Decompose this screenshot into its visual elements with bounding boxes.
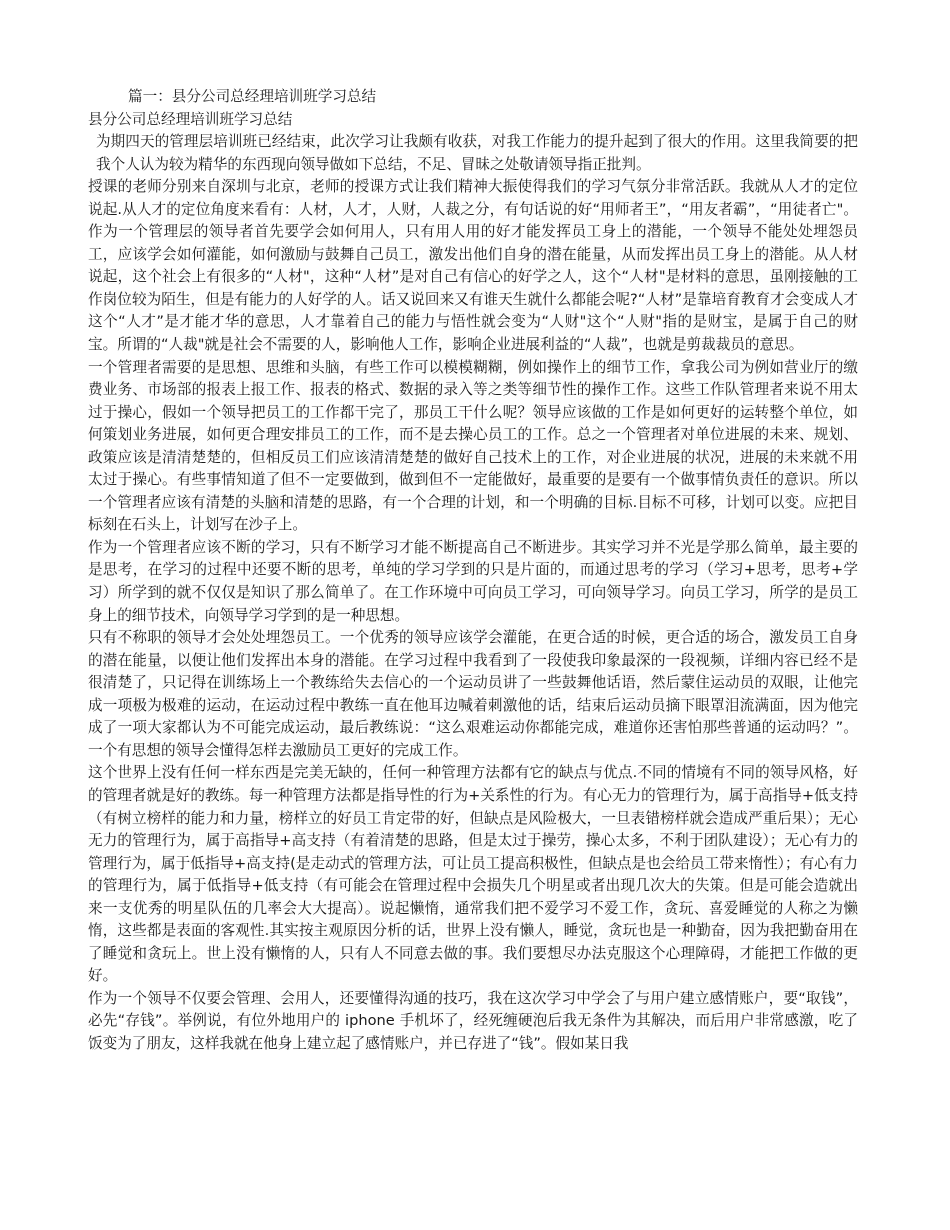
paragraph-learning: 作为一个管理者应该不断的学习，只有不断学习才能不断提高自己不断进步。其实学习并不光是学那么简单，最主要的是思考，在学习的过程中还要不断的思考，单纯的学习学到的只是片面的，而通过思考的学习（学习+思考，思考+学习）所学到的就不仅仅是知识了那么简单了。在工作环境中可向员工学习，可向领导学习。向员工学习，所学的是员工身上的细节技术，向领导学习学到的是一种思想。 — [88, 538, 858, 624]
paragraph-management-styles: 这个世界上没有任何一样东西是完美无缺的，任何一种管理方法都有它的缺点与优点.不同的情境有不同的领导风格，好的管理者就是好的教练。每一种管理方法都是指导性的行为+关系性的行为。有心无力的管理行为，属于高指导+低支持（有树立榜样的能力和力量，榜样立的好员工肯定带的好，但缺点是风险极大，一旦表错榜样就会造成严重后果）；无心无力的管理行为，属于高指导+高支持（有着清楚的思路，但是太过于操劳，操心太多，不利于团队建设）；无心有力的管理行为，属于低指导+高支持(是走动式的管理方法，可让员工提高积极性，但缺点是也会给员工带来惰性）；有心有力的管理行为，属于低指导+低支持（有可能会在管理过程中会损失几个明星或者出现几次大的失策。但是可能会造就出来一支优秀的明星队伍的几率会大大提高）。说起懒惰，通常我们把不爱学习不爱工作，贪玩、喜爱睡觉的人称之为懒惰，这些都是表面的客观性.其实按主观原因分析的话，世界上没有懒人，睡觉，贪玩也是一种勤奋，因为我把勤奋用在了睡觉和贪玩上。世上没有懒惰的人，只有人不同意去做的事。我们要想尽办法克服这个心理障碍，才能把工作做的更好。 — [88, 764, 858, 985]
paragraph-talent: 授课的老师分别来自深圳与北京，老师的授课方式让我们精神大振使得我们的学习气氛分非常活跃。我就从人才的定位说起.从人才的定位角度来看有：人材，人才，人财，人裁之分，有句话说的好“用师者王”，“用友者霸”，“用徒者亡"。作为一个管理层的领导者首先要学会如何用人，只有用人用的好才能发挥员工身上的潜能，一个领导不能处处埋怨员工，应该学会如何灌能，如何激励与鼓舞自己员工，激发出他们自身的潜在能量，从而发挥出员工身上的潜能。从人材说起，这个社会上有很多的“人材"，这种“人材”是对自己有信心的好学之人，这个“人材"是材料的意思，虽刚接触的工作岗位较为陌生，但是有能力的人好学的人。话又说回来又有谁天生就什么都能会呢?“人材”是靠培育教育才会变成人才这个“人才”是才能才华的意思，人才靠着自己的能力与悟性就会变为“人财"这个“人财"指的是财宝，是属于自己的财宝。所谓的“人裁"就是社会不需要的人，影响他人工作，影响企业进展利益的“人裁”，也就是剪裁裁员的意思。 — [88, 178, 858, 354]
paragraph-intro: 为期四天的管理层培训班已经结束，此次学习让我颇有收获，对我工作能力的提升起到了很大的作用。这里我简要的把我个人认为较为精华的东西现向领导做如下总结，不足、冒昧之处敬请领导指正批判。 — [96, 133, 858, 173]
document-page — [88, 86, 858, 1056]
document-subtitle: 县分公司总经理培训班学习总结 — [88, 110, 293, 128]
paragraph-manager-thinking: 一个管理者需要的是思想、思维和头脑，有些工作可以模模糊糊，例如操作上的细节工作，拿我公司为例如营业厅的缴费业务、市场部的报表上报工作、报表的格式、数据的录入等之类等细节性的操作工作。这些工作队管理者来说不用太过于操心，假如一个领导把员工的工作都干完了，那员工干什么呢？领导应该做的工作是如何更好的运转整个单位，如何策划业务进展，如何更合理安排员工的工作，而不是去操心员工的工作。总之一个管理者对单位进展的未来、规划、政策应该是清清楚楚的，但相反员工们应该清清楚楚的做好自己技术上的工作，对企业进展的状况，进展的未来就不用太过于操心。有些事情知道了但不一定要做到，做到但不一定能做好，最重要的是要有一个做事情负责任的意识。所以一个管理者应该有清楚的头脑和清楚的思路，有一个合理的计划，和一个明确的目标.目标不可移，计划可以变。应把目标刻在石头上，计划写在沙子上。 — [88, 358, 858, 534]
paragraph-communication: 作为一个领导不仅要会管理、会用人，还要懂得沟通的技巧，我在这次学习中学会了与用户建立感情账户，要“取钱”，必先“存钱”。举例说，有位外地用户的 iphone 手机坏了，经死缠硬泡后我无条件为其解决，而后用户非常感激，吃了饭变为了朋友，这样我就在他身上建立起了感情账户，并已存进了“钱”。假如某日我 — [88, 989, 858, 1052]
document-heading: 篇一：县分公司总经理培训班学习总结 — [128, 88, 377, 105]
paragraph-motivation: 只有不称职的领导才会处处埋怨员工。一个优秀的领导应该学会灌能，在更合适的时候，更合适的场合，激发员工自身的潜在能量，以便让他们发挥出本身的潜能。在学习过程中我看到了一段使我印象最深的一段视频，详细内容已经不是很清楚了，只记得在训练场上一个教练给失去信心的一个运动员讲了一些鼓舞他话语，然后蒙住运动员的双眼，让他完成一项极为极难的运动，在运动过程中教练一直在他耳边喊着刺激他的话，结束后运动员摘下眼罩泪流满面，因为他完成了一项大家都认为不可能完成运动，最后教练说：“这么艰难运动你都能完成，难道你还害怕那些普通的运动吗？”。一个有思想的领导会懂得怎样去激励员工更好的完成工作。 — [88, 629, 858, 759]
